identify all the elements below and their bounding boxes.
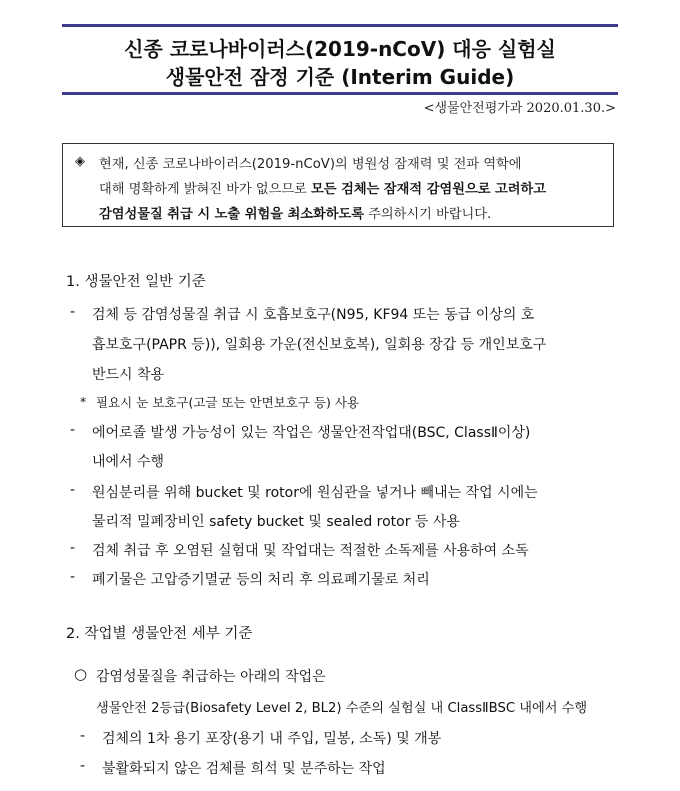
notice-line-3-text: 주의하시기 바랍니다. — [364, 207, 492, 222]
section-1-item-2-cont: 내에서 수행 — [92, 454, 165, 470]
title-line-2: 생물안전 잠정 기준 (Interim Guide) — [165, 65, 515, 89]
section-2-item-2: 불활화되지 않은 검체를 희석 및 분주하는 작업 — [102, 761, 386, 777]
asterisk-bullet: * — [80, 394, 87, 409]
department-date: <생물안전평가과 2020.01.30.> — [423, 101, 616, 116]
dash-bullet: - — [70, 422, 76, 438]
dash-bullet: - — [70, 304, 76, 320]
notice-box — [62, 143, 614, 227]
notice-line-2 — [99, 178, 546, 197]
circle-bullet-icon: ○ — [74, 665, 88, 683]
section-1-item-1-cont-1: 흡보호구(PAPR 등)), 일회용 가운(전신보호복), 일회용 장갑 등 개인보호구 — [92, 337, 547, 353]
section-2-item-1: 검체의 1차 용기 포장(용기 내 주입, 밀봉, 소독) 및 개봉 — [102, 731, 442, 747]
dash-bullet: - — [80, 728, 86, 744]
top-rule — [62, 24, 618, 27]
title-line-1: 신종 코로나바이러스(2019-nCoV) 대응 실험실 — [124, 37, 556, 61]
notice-line-3-bold: 감염성물질 취급 시 노출 위험을 최소화하도록 — [99, 207, 364, 222]
section-1-item-1-cont-2: 반드시 착용 — [92, 367, 165, 383]
bottom-rule — [62, 92, 618, 95]
section-1-item-2: 에어로졸 발생 가능성이 있는 작업은 생물안전작업대(BSC, ClassⅡ이상) — [92, 425, 531, 441]
notice-line-2-text: 대해 명확하게 밝혀진 바가 없으므로 — [99, 182, 312, 197]
section-1-item-3-cont: 물리적 밀폐장비인 safety bucket 및 sealed rotor 등 사용 — [92, 514, 460, 530]
notice-line-2-bold: 모든 검체는 잠재적 감염원으로 고려하고 — [311, 182, 546, 197]
section-1-item-1: 검체 등 감염성물질 취급 시 호흡보호구(N95, KF94 또는 동급 이상의 호 — [92, 307, 535, 323]
dash-bullet: - — [70, 482, 76, 498]
section-2-heading: 2. 작업별 생물안전 세부 기준 — [66, 626, 253, 642]
section-1-item-4: 검체 취급 후 오염된 실험대 및 작업대는 적절한 소독제를 사용하여 소독 — [92, 543, 529, 559]
section-1-note: 필요시 눈 보호구(고글 또는 안면보호구 등) 사용 — [96, 395, 360, 410]
section-1-heading: 1. 생물안전 일반 기준 — [66, 274, 206, 290]
notice-line-3 — [99, 203, 491, 222]
notice-line-1: 현재, 신종 코로나바이러스(2019-nCoV)의 병원성 잠재력 및 전파 역학에 — [99, 157, 522, 172]
dash-bullet: - — [80, 758, 86, 774]
diamond-bullet-icon: ◈ — [75, 154, 85, 169]
section-1-item-5: 폐기물은 고압증기멸균 등의 처리 후 의료폐기물로 처리 — [92, 572, 430, 588]
dash-bullet: - — [70, 540, 76, 556]
section-2-lead: 감염성물질을 취급하는 아래의 작업은 — [96, 669, 326, 685]
section-1-item-3: 원심분리를 위해 bucket 및 rotor에 원심관을 넣거나 빼내는 작업 시에는 — [92, 485, 538, 501]
dash-bullet: - — [70, 569, 76, 585]
section-2-subline: 생물안전 2등급(Biosafety Level 2, BL2) 수준의 실험실 내 ClassⅡBSC 내에서 수행 — [96, 701, 588, 716]
